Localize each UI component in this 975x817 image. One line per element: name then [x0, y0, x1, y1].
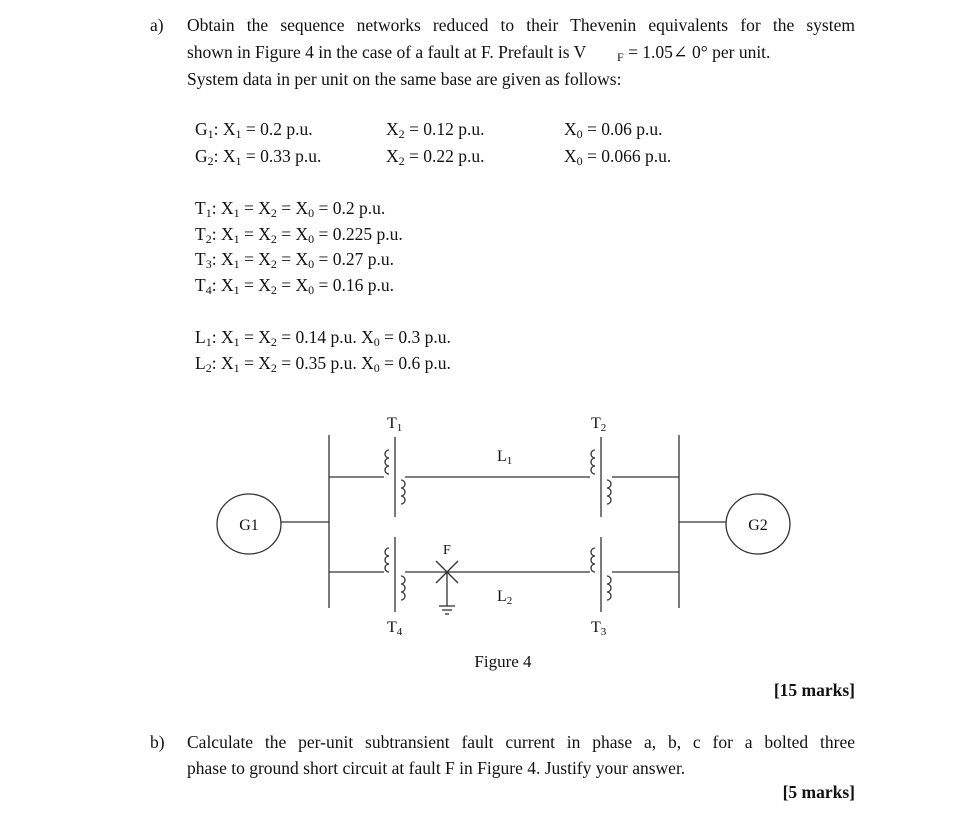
part-a-label: a)	[150, 15, 164, 35]
t4-label: T4	[387, 619, 403, 638]
vf-subscript: F	[617, 50, 624, 64]
g2-x0: X0 = 0.066 p.u.	[564, 146, 672, 168]
g1-label: G1	[239, 517, 259, 534]
part-b-line-2: phase to ground short circuit at fault F in Figure 4. Justify your answer.	[187, 758, 686, 778]
l2-label: L2	[497, 588, 513, 607]
marks-b: [5 marks]	[782, 782, 855, 802]
t2-data: T2: X1 = X2 = X0 = 0.225 p.u.	[195, 224, 403, 246]
part-b-line-1: Calculate the per-unit subtransient fault current in phase a, b, c for a bolted three	[187, 732, 855, 752]
t1-label: T1	[387, 415, 403, 434]
t3-data: T3: X1 = X2 = X0 = 0.27 p.u.	[195, 249, 394, 271]
marks-a: [15 marks]	[773, 680, 855, 700]
part-a-line-2-text: shown in Figure 4 in the case of a fault at F. Prefault is V	[187, 42, 587, 62]
l1-label: L1	[497, 448, 513, 467]
l1-data: L1: X1 = X2 = 0.14 p.u. X0 = 0.3 p.u.	[195, 327, 451, 349]
t2-label: T2	[591, 415, 607, 434]
fault-symbol	[436, 561, 458, 614]
g2-x1: G2: X1 = 0.33 p.u.	[195, 146, 322, 168]
g2-label: G2	[748, 517, 768, 534]
part-b-label: b)	[150, 732, 165, 752]
fault-label: F	[443, 543, 451, 558]
vf-value: = 1.05∠ 0° per unit.	[623, 42, 771, 62]
g1-x2: X2 = 0.12 p.u.	[386, 119, 485, 141]
part-a-line-3: System data in per unit on the same base are given as follows:	[187, 69, 622, 89]
t1-data: T1: X1 = X2 = X0 = 0.2 p.u.	[195, 198, 386, 220]
t3-label: T3	[591, 619, 607, 638]
part-a-line-1: Obtain the sequence networks reduced to their Thevenin equivalents for the system	[187, 15, 855, 35]
t4-symbol	[385, 537, 405, 612]
t2-symbol	[591, 437, 611, 517]
g2-x2: X2 = 0.22 p.u.	[386, 146, 485, 168]
figure-caption: Figure 4	[474, 652, 532, 671]
t3-symbol	[591, 537, 611, 612]
l2-data: L2: X1 = X2 = 0.35 p.u. X0 = 0.6 p.u.	[195, 353, 451, 375]
t1-symbol	[385, 437, 405, 517]
g1-x0: X0 = 0.06 p.u.	[564, 119, 663, 141]
t4-data: T4: X1 = X2 = X0 = 0.16 p.u.	[195, 275, 394, 297]
g1-x1: G1: X1 = 0.2 p.u.	[195, 119, 313, 141]
